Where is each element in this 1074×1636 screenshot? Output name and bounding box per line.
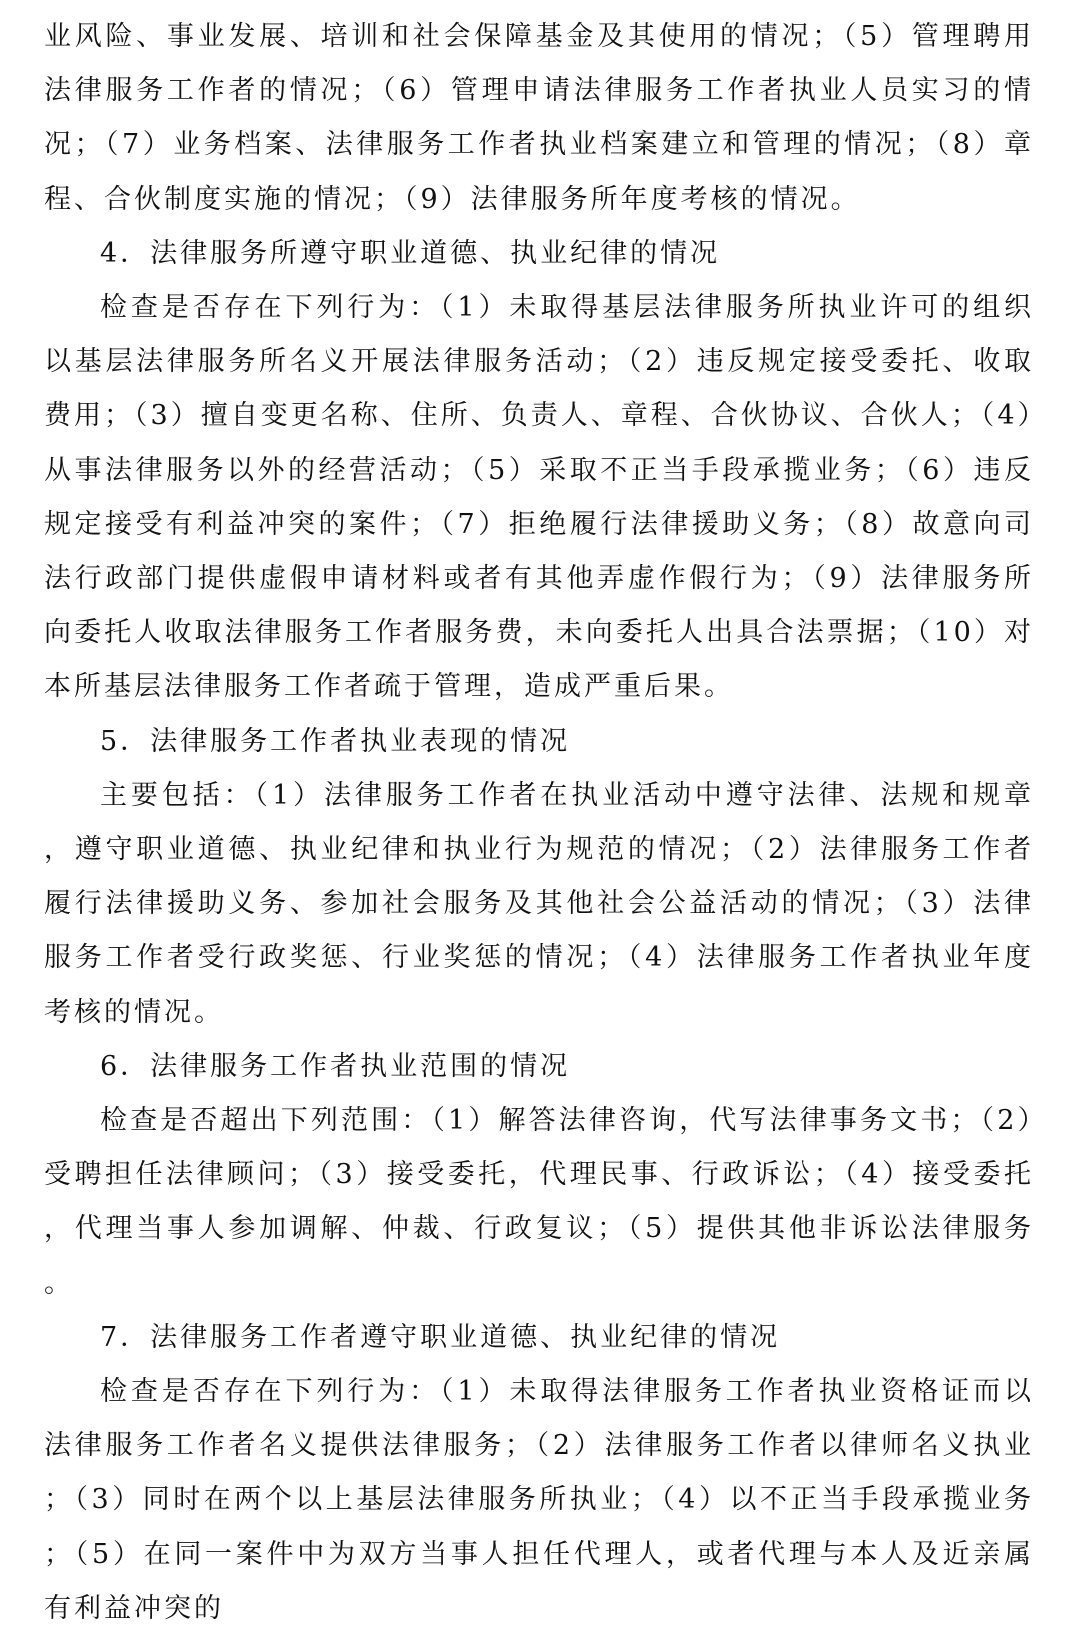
paragraph-section-4: 检查是否存在下列行为：（1）未取得基层法律服务所执业许可的组织以基层法律服务所名义开展法律服务活动；（2）违反规定接受委托、收取费用；（3）擅自变更名称、住所、负责人、章程、合伙协议、合伙人；（4）从事法律服务以外的经营活动；（5）采取不正当手段承揽业务；（6）违反规定接受有利益冲突的案件；（7）拒绝履行法律援助义务；（8）故意向司法行政部门提供虚假申请材料或者有其他弄虚作假行为；（9）法律服务所向委托人收取法律服务工作者服务费，未向委托人出具合法票据；（10）对本所基层法律服务工作者疏于管理，造成严重后果。 (44, 292, 1034, 703)
section-heading-6: 6．法律服务工作者执业范围的情况 (100, 1050, 571, 1082)
document-body (44, 10, 1034, 1636)
paragraph-section-5: 主要包括：（1）法律服务工作者在执业活动中遵守法律、法规和规章，遵守职业道德、执业纪律和执业行为规范的情况；（2）法律服务工作者履行法律援助义务、参加社会服务及其他社会公益活动的情况；（3）法律服务工作者受行政奖惩、行业奖惩的情况；（4）法律服务工作者执业年度考核的情况。 (44, 779, 1034, 1028)
section-heading-5: 5．法律服务工作者执业表现的情况 (100, 725, 571, 757)
paragraph-continuation: 业风险、事业发展、培训和社会保障基金及其使用的情况；（5）管理聘用法律服务工作者的情况；（6）管理申请法律服务工作者执业人员实习的情况；（7）业务档案、法律服务工作者执业档案建立和管理的情况；（8）章程、合伙制度实施的情况；（9）法律服务所年度考核的情况。 (44, 21, 1034, 215)
paragraph-section-7: 检查是否存在下列行为：（1）未取得法律服务工作者执业资格证而以法律服务工作者名义提供法律服务；（2）法律服务工作者以律师名义执业；（3）同时在两个以上基层法律服务所执业；（4）以不正当手段承揽业务；（5）在同一案件中为双方当事人担任代理人，或者代理与本人及近亲属有利益冲突的 (44, 1376, 1034, 1624)
paragraph-section-6: 检查是否超出下列范围：（1）解答法律咨询，代写法律事务文书；（2）受聘担任法律顾问；（3）接受委托，代理民事、行政诉讼；（4）接受委托，代理当事人参加调解、仲裁、行政复议；（5）提供其他非诉讼法律服务。 (44, 1105, 1034, 1299)
section-heading-4: 4．法律服务所遵守职业道德、执业纪律的情况 (100, 237, 721, 269)
section-heading-7: 7．法律服务工作者遵守职业道德、执业纪律的情况 (100, 1321, 781, 1353)
